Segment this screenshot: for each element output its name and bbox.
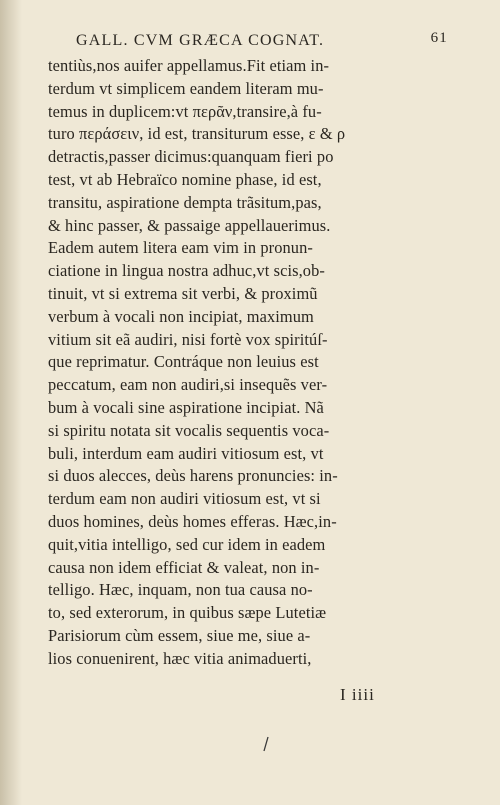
text-line: terdum vt simplicem eandem literam mu-: [48, 78, 324, 98]
text-line: tentiùs,nos auifer appellamus.Fit etiam in-: [48, 56, 330, 75]
text-line: causa non idem efficiat & valeat, non in-: [48, 557, 320, 577]
text-line: test, vt ab Hebraïco nomine phase, id est,: [48, 169, 322, 189]
ink-stroke-mark: [262, 736, 270, 752]
text-line: vitium sit eã audiri, nisi fortè vox spiritúſ-: [48, 329, 328, 349]
text-line: transitu, aspiratione dempta trãsitum,pas,: [48, 192, 322, 212]
text-line: temus in duplicem:vt περᾶν,transire,à fu-: [48, 101, 322, 121]
text-line: si spiritu notata sit vocalis sequentis voca-: [48, 420, 330, 440]
text-line: to, sed exterorum, in quibus sæpe Lutetiæ: [48, 603, 327, 623]
text-line: & hinc passer, & passaige appellauerimus.: [48, 215, 331, 235]
text-line: lios conuenirent, hæc vitia animaduerti,: [48, 648, 312, 668]
text-line: detractis,passer dicimus:quanquam fieri po: [48, 147, 334, 167]
page-number: 61: [430, 30, 448, 46]
text-line: Eadem autem litera eam vim in pronun-: [48, 238, 313, 258]
text-line: Parisiorum cùm essem, siue me, siue a-: [48, 625, 311, 645]
text-line: peccatum, eam non audiri,si insequẽs ver-: [48, 375, 328, 395]
text-line: terdum eam non audiri vitiosum est, vt si: [48, 489, 321, 509]
text-line: tinuit, vt si extrema sit verbi, & proximũ: [48, 283, 318, 303]
text-line: si duos alecces, deùs harens pronuncies: in-: [48, 466, 338, 486]
text-line: que reprimatur. Contráque non leuius est: [48, 352, 319, 372]
text-line: buli, interdum eam audiri vitiosum est, vt: [48, 443, 324, 463]
text-line: duos homines, deùs homes efferas. Hæc,in-: [48, 511, 337, 531]
text-line: ciatione in lingua nostra adhuc,vt scis,ob-: [48, 261, 325, 281]
running-head: [76, 32, 448, 50]
running-title: GALL. CVM GRÆCA COGNAT.: [76, 32, 325, 49]
text-line: telligo. Hæc, inquam, non tua causa no-: [48, 580, 313, 600]
text-line: quit,vitia intelligo, sed cur idem in eadem: [48, 534, 326, 554]
body-text: [48, 55, 422, 671]
text-line: verbum à vocali non incipiat, maximum: [48, 306, 314, 326]
signature-mark: I iiii: [340, 685, 375, 704]
text-line: turo περάσειν, id est, transiturum esse, ε & ρ: [48, 124, 346, 144]
text-line: bum à vocali sine aspiratione incipiat. Nã: [48, 397, 324, 417]
